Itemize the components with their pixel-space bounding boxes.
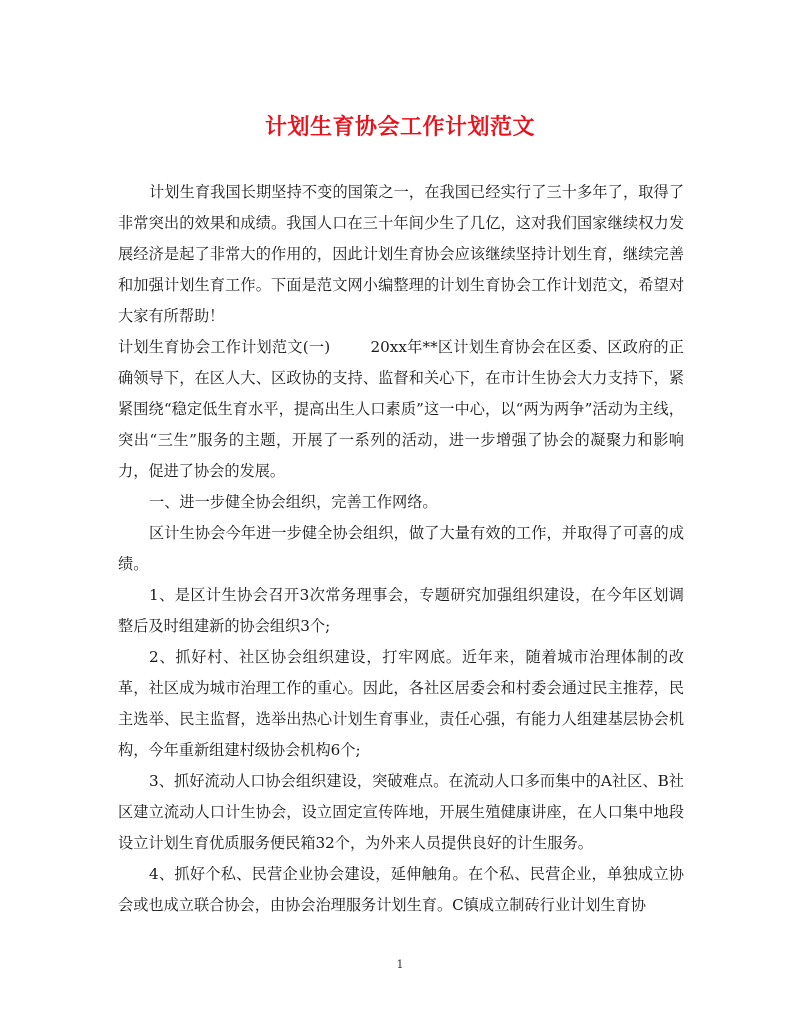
point1-intro-paragraph: 区计生协会今年进一步健全协会组织，做了大量有效的工作，并取得了可喜的成绩。 [118,524,684,573]
section-paragraph [118,332,684,487]
page-number: 1 [396,958,404,971]
intro-paragraph: 计划生育我国长期坚持不变的国策之一，在我国已经实行了三十多年了，取得了非常突出的效果和成绩。我国人口在三十年间少生了几亿，这对我们国家继续权力发展经济是起了非常大的作用的，因此计划生育协会应该继续坚持计划生育，继续完善和加强计划生育工作。下面是范文网小编整理的计划生育协会工作计划范文，希望对大家有所帮助！ [118,183,684,325]
document-title: 计划生育协会工作计划范文 [264,114,535,140]
list-item-1: 1、是区计生协会召开3次常务理事会，专题研究加强组织建设，在今年区划调整后及时组建新的协会组织3个; [118,586,684,635]
document-body [118,177,684,921]
list-item-3: 3、抓好流动人口协会组织建设，突破难点。在流动人口多而集中的A社区、B社区建立流动人口计生协会，设立固定宣传阵地，开展生殖健康讲座，在人口集中地段设立计划生育优质服务便民箱32个，为外来人员提供良好的计生服务。 [118,772,684,852]
section-heading-gap [330,338,370,356]
list-item-4: 4、抓好个私、民营企业协会建设，延伸触角。在个私、民营企业，单独成立协会或也成立联合协会，由协会治理服务计划生育。C镇成立制砖行业计划生育协 [118,865,684,914]
section-heading: 计划生育协会工作计划范文(一) [118,338,331,356]
section-lead-text: 20xx年**区计划生育协会在区委、区政府的正确领导下，在区人大、区政协的支持、监督和关心下，在市计生协会大力支持下，紧紧围绕“稳定低生育水平，提高出生人口素质”这一中心，以“两为两争”活动为主线，突出“三生”服务的主题，开展了一系列的活动，进一步增强了协会的凝聚力和影响力，促进了协会的发展。 [118,338,684,480]
list-item-2: 2、抓好村、社区协会组织建设，打牢网底。近年来，随着城市治理体制的改革，社区成为城市治理工作的重心。因此，各社区居委会和村委会通过民主推荐，民主选举、民主监督，选举出热心计划生育事业，责任心强，有能力人组建基层协会机构，今年重新组建村级协会机构6个; [118,648,684,759]
point1-heading: 一、进一步健全协会组织，完善工作网络。 [149,493,438,511]
